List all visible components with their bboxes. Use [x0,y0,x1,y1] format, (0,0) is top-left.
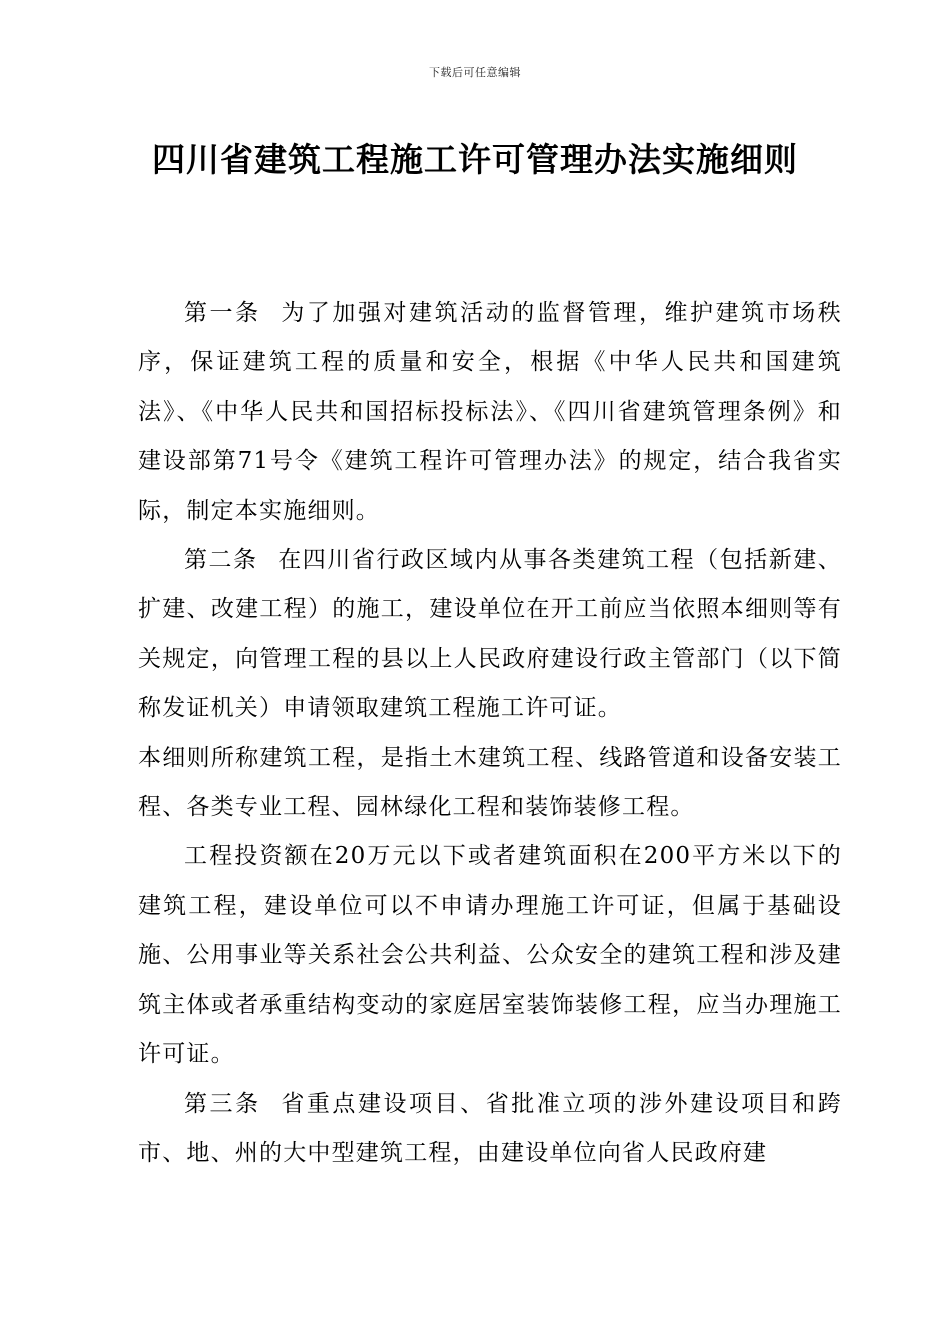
paragraph-text: 本细则所称建筑工程，是指土木建筑工程、线路管道和设备安装工程、各类专业工程、园林绿化工程和装饰装修工程。 [138,744,842,821]
header-note: 下载后可任意编辑 [429,66,521,79]
article-text: 在四川省行政区域内从事各类建筑工程（包括新建、扩建、改建工程）的施工，建设单位在开工前应当依照本细则等有关规定，向管理工程的县以上人民政府建设行政主管部门（以下简称发证机关）申请领取建筑工程施工许可证。 [138,547,842,722]
definition-paragraph [138,734,842,833]
article-label: 第一条 [184,300,261,326]
paragraph-text: 工程投资额在20万元以下或者建筑面积在200平方米以下的建筑工程，建设单位可以不申请办理施工许可证，但属于基础设施、公用事业等关系社会公共利益、公众安全的建筑工程和涉及建筑主体或者承重结构变动的家庭居室装饰装修工程，应当办理施工许可证。 [138,843,842,1068]
document-body [138,289,842,1178]
article-text: 省重点建设项目、省批准立项的涉外建设项目和跨市、地、州的大中型建筑工程，由建设单位向省人民政府建 [138,1090,842,1166]
article-1-paragraph [138,289,842,536]
exemption-paragraph [138,832,842,1079]
document-title: 四川省建筑工程施工许可管理办法实施细则 [152,140,798,179]
article-label: 第二条 [184,547,258,574]
article-2-paragraph [138,536,842,734]
article-label: 第三条 [184,1090,261,1117]
article-text: 为了加强对建筑活动的监督管理，维护建筑市场秩序，保证建筑工程的质量和安全，根据《中华人民共和国建筑法》、《中华人民共和国招标投标法》、《四川省建筑管理条例》和建设部第71号令《建筑工程许可管理办法》的规定，结合我省实际，制定本实施细则。 [138,300,842,524]
article-3-paragraph [138,1080,842,1179]
